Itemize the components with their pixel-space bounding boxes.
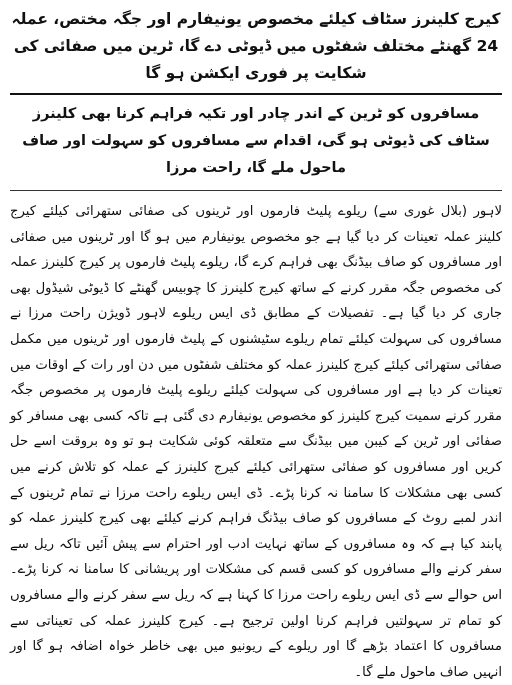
article-subheadline: مسافروں کو ٹرین کے اندر چادر اور تکیہ فراہم کرنا بھی کلینرز سٹاف کی ڈیوٹی ہو گی، اقدام سے مسافروں کو سہولت اور صاف ماحول ملے گا، راحت مرزا (22, 106, 490, 176)
article-headline: کیرج کلینرز سٹاف کیلئے مخصوص یونیفارم اور جگہ مختص، عملہ 24 گھنٹے مختلف شفٹوں میں ڈیوٹی دے گا، ٹرین میں صفائی کی شکایت پر فوری ایکشن ہو گا (11, 10, 501, 82)
headline-divider (10, 93, 502, 95)
subhead-divider (10, 190, 502, 191)
article-body: لاہور (بلال غوری سے) ریلوے پلیٹ فارموں اور ٹرینوں کی صفائی ستھرائی کیلئے کیرج کلینز عملہ تعینات کر دیا گیا ہے جو مخصوص یونیفارم میں ہو گا اور ٹرینوں میں صفائی اور مسافروں کو صاف بیڈنگ بھی فراہم کرے گا، ریلوے پلیٹ فارموں پر کیرج کلینرز عملہ کی مخصوص جگہ مقرر کرنے کے ساتھ کیرج کلینرز کا چوبیس گھنٹے کا ڈیوٹی شیڈول بھی جاری کر دیا گیا ہے۔ تفصیلات کے مطابق ڈی ایس ریلوے لاہور ڈویژن راحت مرزا نے مسافروں کی سہولت کیلئے تمام ریلوے سٹیشنوں کے پلیٹ فارموں اور ٹرینوں میں مکمل صفائی ستھرائی کیلئے کیرج کلینرز عملہ کو مختلف شفٹوں میں دن اور رات کے اوقات میں تعینات کر دیا ہے اور مسافروں کی سہولت کیلئے ریلوے پلیٹ فارموں پر مخصوص جگہ مقرر کرنے سمیت کیرج کلینرز کو مخصوص یونیفارم دی گئی ہے تاکہ کسی بھی مسافر کو صفائی اور ٹرین کے کیبن میں بیڈنگ سے متعلقہ کوئی شکایت ہو تو وہ بروقت اسے حل کریں اور مسافروں کو صفائی ستھرائی کیلئے کیرج کلینرز کے عملہ کو تلاش کرنے میں کسی بھی مشکلات کا سامنا نہ کرنا پڑے۔ ڈی ایس ریلوے راحت مرزا نے تمام ٹرینوں کے اندر لمبے روٹ کے مسافروں کو صاف بیڈنگ فراہم کرنے کیلئے بھی کیرج کلینرز عملہ کو پابند کیا ہے کہ وہ مسافروں کے ساتھ نہایت ادب اور احترام سے پیش آئیں تاکہ ریل سے سفر کرنے والے مسافروں کو کسی قسم کی مشکلات اور پریشانی کا سامنا نہ کرنا پڑے۔ اس حوالے سے ڈی ایس ریلوے راحت مرزا کا کہنا ہے کہ ریل سے سفر کرنے والے مسافروں کو تمام تر سہولتیں فراہم کرنا اولین ترجیح ہے۔ کیرج کلینرز عملہ کی تعیناتی سے مسافروں کا اعتماد بڑھے گا اور ریلوے کے ریونیو میں بھی خاطر خواہ اضافہ ہو گا اور انہیں صاف ماحول ملے گا۔ (10, 204, 502, 680)
